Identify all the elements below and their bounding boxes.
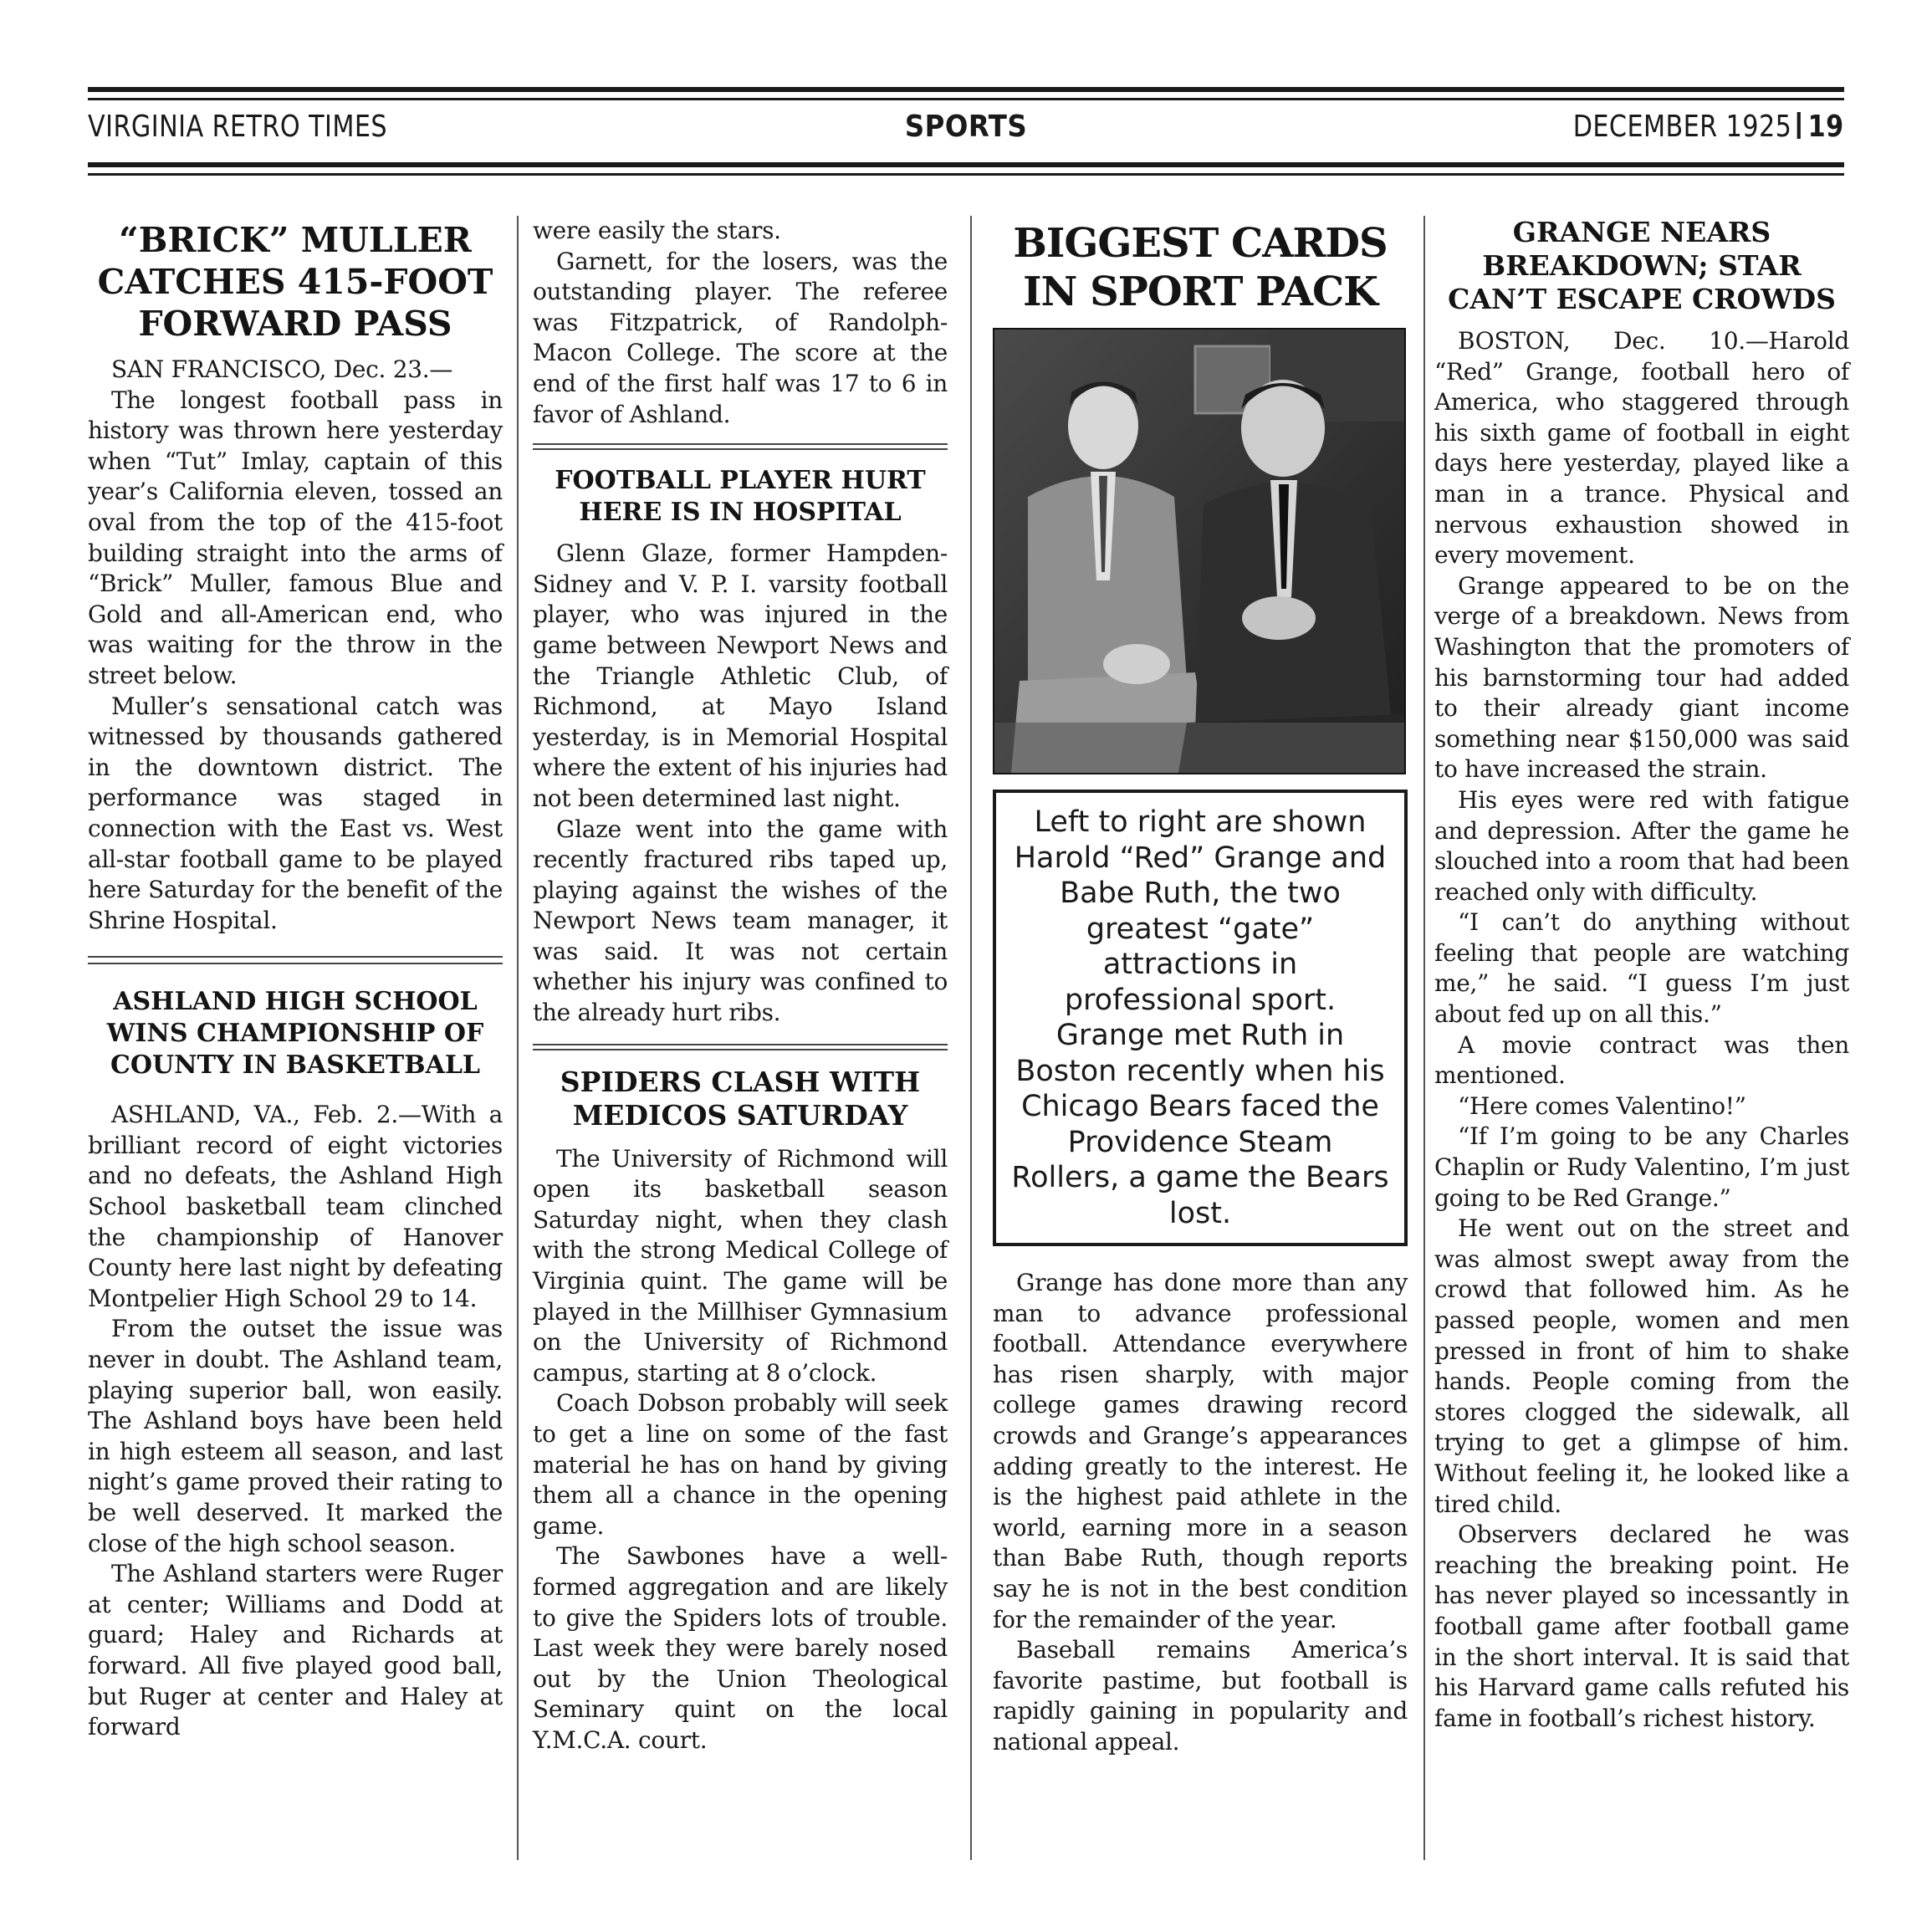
article-paragraph: “I can’t do anything without feeling that people are watching me,” he said. “I guess I’m just about fed up on all this.” [1434,908,1849,1029]
paper-name: VIRGINIA RETRO TIMES [88,110,388,144]
column-2 [533,216,948,1756]
article-paragraph: He went out on the street and was almost swept away from the crowd that followed him. As he passed people, women and men pressed in front of him to shake hands. People coming from the stores clogged the sidewalk, all trying to get a glimpse of him. Without feeling it, he looked like a tired child. [1434,1214,1849,1518]
grange-ruth-photo [993,328,1406,774]
article-paragraph: BOSTON, Dec. 10.—Harold “Red” Grange, football hero of America, who staggered through his sixth game of football in eight days here yesterday, played like a man in a trance. Physical and nervous exhaustion showed in every movement. [1434,327,1849,570]
article-paragraph: His eyes were red with fatigue and depression. After the game he slouched into a room that had been reached only with difficulty. [1434,785,1849,906]
article-ashland-continued [533,216,948,430]
article-ashland [88,986,503,1742]
article-cards [993,219,1408,1758]
article-paragraph: “If I’m going to be any Charles Chaplin or Rudy Valentino, I’m just going to be Red Grange.” [1434,1122,1849,1212]
column-1 [88,216,503,1743]
article-paragraph: Glenn Glaze, former Hampden-Sidney and V. P. I. varsity football player, who was injured in the game between Newport News and the Triangle Athletic Club, of Richmond, at Mayo Island yesterday, is in Memorial Hospital where the extent of his injuries had not been determined last night. [533,539,948,812]
column-divider [517,216,519,1860]
article-separator [533,443,948,450]
article-paragraph: Grange appeared to be on the verge of a breakdown. News from Washington that the promoters of his barnstorming tour had added to their already giant income something near $150,000 was said to have increased the strain. [1434,571,1849,784]
article-paragraph: Coach Dobson probably will seek to get a line on some of the fast material he has on hand by giving them all a chance in the opening game. [533,1389,948,1540]
article-spiders [533,1066,948,1756]
column-4 [1434,216,1849,1734]
photo-caption: Left to right are shown Harold “Red” Grange and Babe Ruth, the two greatest “gate” attractions in professional sport. Grange met Ruth in Boston recently when his Chicago Bears faced the Providence Steam Rollers, a game the Bears lost. [993,790,1408,1246]
article-paragraph: were easily the stars. [533,217,781,244]
article-separator [533,1044,948,1050]
article-paragraph: Garnett, for the losers, was the outstanding player. The referee was Fitzpatrick, of Randolph-Macon College. The score at the end of the first half was 17 to 6 in favor of Ashland. [533,247,948,428]
article-paragraph: Glaze went into the game with recently fractured ribs taped up, playing against the wishes of the Newport News team manager, it was said. It was not certain whether his injury was confined to the already hurt ribs. [533,815,948,1027]
article-paragraph: Muller’s sensational catch was witnessed by thousands gathered in the downtown district. The performance was staged in connection with the East vs. West all-star football game to be played here Saturday for the benefit of the Shrine Hospital. [88,692,503,934]
article-dateline: SAN FRANCISCO, Dec. 23.— [111,355,453,383]
article-paragraph: The Sawbones have a well-formed aggregation and are likely to give the Spiders lots of trouble. Last week they were barely nosed out by the Union Theological Seminary quint on the local Y.M.C.A. court. [533,1542,948,1754]
article-headline: SPIDERS CLASH WITH MEDICOS SATURDAY [560,1065,921,1132]
article-headline: BIGGEST CARDS IN SPORT PACK [1013,220,1388,315]
article-paragraph: “Here comes Valentino!” [1458,1091,1746,1120]
masthead-top-rule [88,87,1844,100]
article-paragraph: ASHLAND, VA., Feb. 2.—With a brilliant record of eight victories and no defeats, the Ashland High School basketball team clinched the championship of Hanover County here last night by defeating Montpelier High School 29 to 14. [88,1101,503,1312]
masthead-bottom-rule [88,162,1844,176]
article-headline: GRANGE NEARS BREAKDOWN; STAR CAN’T ESCAPE CROWDS [1448,216,1836,315]
article-headline: ASHLAND HIGH SCHOOL WINS CHAMPIONSHIP OF COUNTY IN BASKETBALL [106,987,484,1081]
photo-illustration [994,330,1404,773]
column-3 [993,216,1408,1758]
article-paragraph: The University of Richmond will open its basketball season Saturday night, when they clash with the strong Medical College of Virginia quint. The game will be played in the Millhiser Gymnasium on the University of Richmond campus, starting at 8 o’clock. [533,1144,948,1387]
article-separator [88,956,503,964]
article-muller [88,219,503,936]
article-paragraph: The longest football pass in history was thrown here yesterday when “Tut” Imlay, captain of this year’s California eleven, tossed an oval from the top of the 415-foot building straight into the arms of “Brick” Muller, famous Blue and Gold and all-American end, who was waiting for the throw in the street below. [88,386,503,689]
article-paragraph: The Ashland starters were Ruger at center; Williams and Dodd at guard; Haley and Richards at forward. All five played good ball, but Ruger at center and Haley at forward [88,1560,503,1741]
article-paragraph: Observers declared he was reaching the breaking point. He has never played so incessantly in football game after football game in the short interval. It is said that his Harvard game calls refuted his fame in football’s richest history. [1434,1521,1849,1732]
column-divider [970,216,972,1860]
section-name: SPORTS [904,110,1028,144]
article-grange [1434,216,1849,1734]
column-divider [1423,216,1425,1860]
article-paragraph: A movie contract was then mentioned. [1434,1030,1849,1090]
issue-date: DECEMBER 1925 [1573,110,1792,144]
article-headline: FOOTBALL PLAYER HURT HERE IS IN HOSPITAL [555,466,926,528]
issue-date-page [1573,109,1844,146]
article-paragraph: Grange has done more than any man to advance professional football. Attendance everywhere has risen sharply, with major college games drawing record crowds and Grange’s appearances adding greatly to the interest. He is the highest paid athlete in the world, earning more in a season than Babe Ruth, though reports say he is not in the best condition for the remainder of the year. [993,1269,1408,1633]
masthead-separator [1797,112,1801,139]
article-paragraph: From the outset the issue was never in doubt. The Ashland team, playing superior ball, won easily. The Ashland boys have been held in high esteem all season, and last night’s game proved their rating to be well deserved. It marked the close of the high school season. [88,1315,503,1557]
article-glaze [533,465,948,1029]
article-paragraph: Baseball remains America’s favorite pastime, but football is rapidly gaining in popularity and national appeal. [993,1636,1408,1756]
article-headline: “BRICK” MULLER CATCHES 415-FOOT FORWARD PASS [97,220,493,344]
page-number: 19 [1808,110,1844,144]
